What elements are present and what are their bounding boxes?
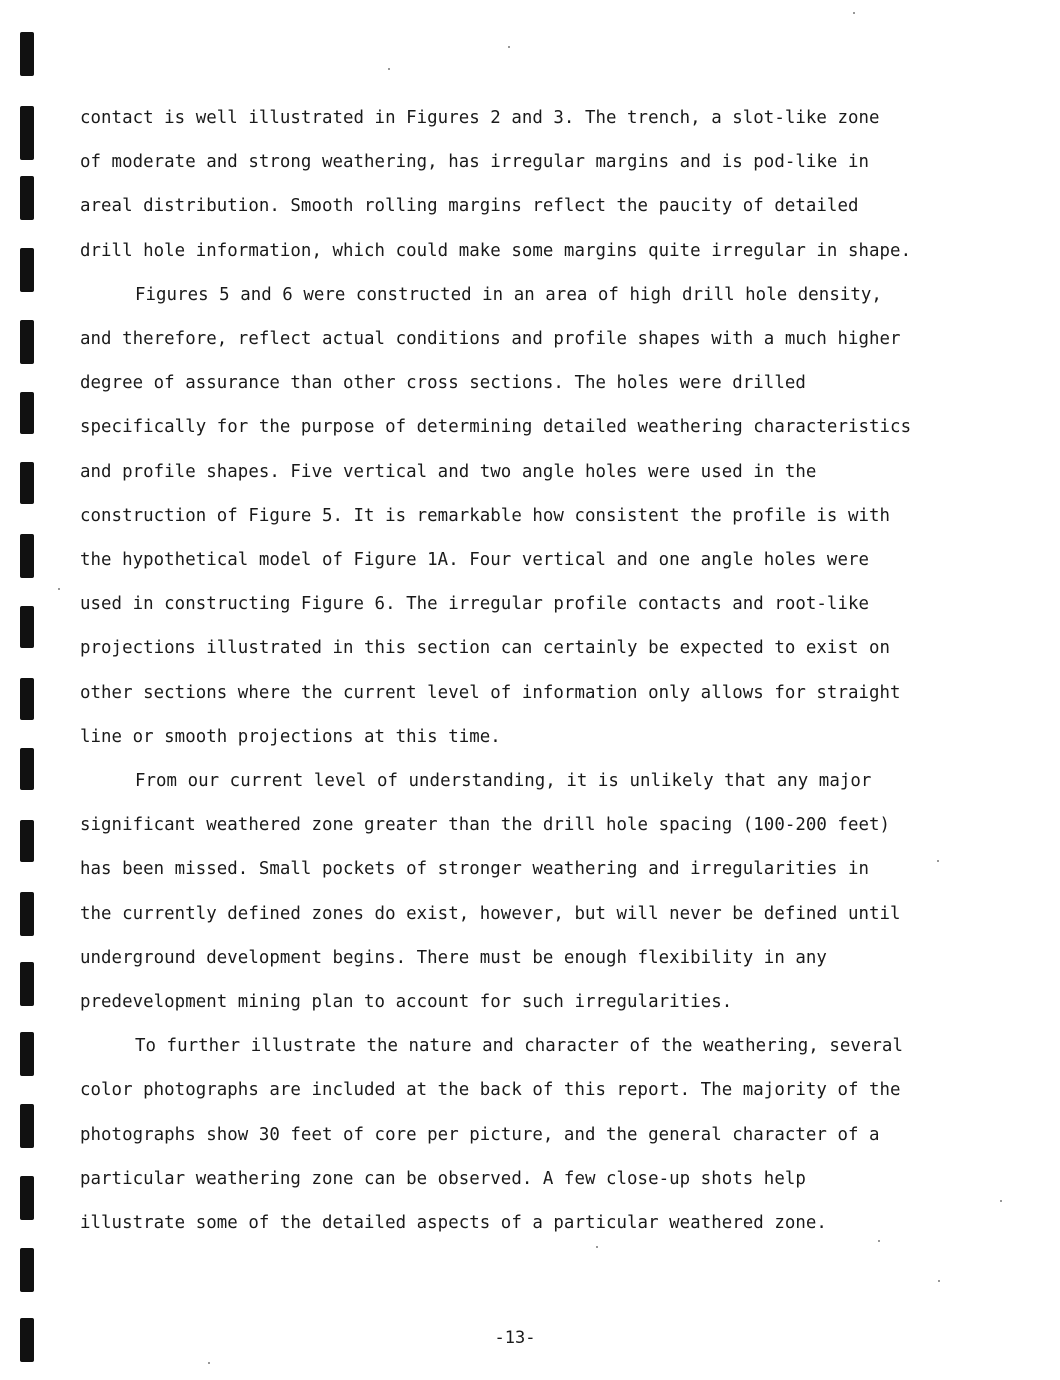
text-line: From our current level of understanding, it is unlikely that any major [135, 771, 872, 792]
scan-speck [388, 68, 390, 70]
text-line: the hypothetical model of Figure 1A. Four vertical and one angle holes were [80, 550, 870, 571]
binding-mark [20, 606, 34, 648]
binding-mark [20, 820, 34, 862]
text-line: and therefore, reflect actual conditions and profile shapes with a much higher [80, 329, 901, 350]
binding-mark [20, 962, 34, 1006]
text-line: has been missed. Small pockets of stronger weathering and irregularities in [80, 859, 870, 880]
binding-mark [20, 1176, 34, 1220]
binding-mark [20, 176, 34, 220]
scan-speck [853, 12, 855, 14]
text-line: of moderate and strong weathering, has irregular margins and is pod-like in [80, 152, 870, 173]
paragraph [80, 759, 960, 1024]
scan-speck [938, 1280, 940, 1282]
text-line: projections illustrated in this section can certainly be expected to exist on [80, 638, 891, 659]
text-line: photographs show 30 feet of core per picture, and the general character of a [80, 1124, 880, 1145]
scan-speck [58, 588, 60, 590]
text-line: degree of assurance than other cross sections. The holes were drilled [80, 373, 806, 394]
text-line: and profile shapes. Five vertical and two angle holes were used in the [80, 461, 817, 482]
text-line: construction of Figure 5. It is remarkable how consistent the profile is with [80, 505, 891, 526]
text-line: contact is well illustrated in Figures 2 and 3. The trench, a slot-like zone [80, 108, 880, 128]
text-line: To further illustrate the nature and character of the weathering, several [135, 1036, 903, 1057]
binding-mark [20, 248, 34, 292]
scan-speck [208, 1362, 210, 1364]
paragraph [80, 1024, 960, 1245]
scan-speck [1000, 1200, 1002, 1202]
binding-mark [20, 106, 34, 160]
text-line: color photographs are included at the back of this report. The majority of the [80, 1080, 901, 1101]
binding-mark [20, 32, 34, 76]
binding-mark [20, 534, 34, 578]
binding-mark [20, 1104, 34, 1148]
scan-speck [596, 1246, 598, 1248]
text-line: areal distribution. Smooth rolling margins reflect the paucity of detailed [80, 196, 859, 217]
binding-mark [20, 462, 34, 504]
text-line: used in constructing Figure 6. The irregular profile contacts and root-like [80, 594, 870, 615]
paragraph [80, 273, 960, 759]
text-line: the currently defined zones do exist, however, but will never be defined until [80, 903, 901, 924]
text-line: specifically for the purpose of determining detailed weathering characteristics [80, 417, 912, 438]
text-line: particular weathering zone can be observed. A few close-up shots help [80, 1168, 806, 1189]
binding-mark [20, 892, 34, 936]
text-line: drill hole information, which could make some margins quite irregular in shape. [80, 240, 912, 261]
binding-mark [20, 392, 34, 434]
binding-mark [20, 1032, 34, 1076]
text-line: illustrate some of the detailed aspects of a particular weathered zone. [80, 1213, 827, 1234]
document-body [80, 96, 960, 1245]
text-line: underground development begins. There must be enough flexibility in any [80, 947, 827, 968]
text-line: other sections where the current level of information only allows for straight [80, 682, 901, 703]
binding-mark [20, 748, 34, 790]
scan-speck [508, 46, 510, 48]
binding-mark [20, 1248, 34, 1292]
text-line: predevelopment mining plan to account for such irregularities. [80, 992, 733, 1013]
text-line: significant weathered zone greater than the drill hole spacing (100-200 feet) [80, 815, 891, 836]
paragraph [80, 96, 960, 273]
text-line: Figures 5 and 6 were constructed in an area of high drill hole density, [135, 284, 882, 305]
page-number: -13- [494, 1328, 536, 1348]
binding-mark [20, 320, 34, 364]
binding-mark [20, 678, 34, 720]
text-line: line or smooth projections at this time. [80, 726, 501, 747]
